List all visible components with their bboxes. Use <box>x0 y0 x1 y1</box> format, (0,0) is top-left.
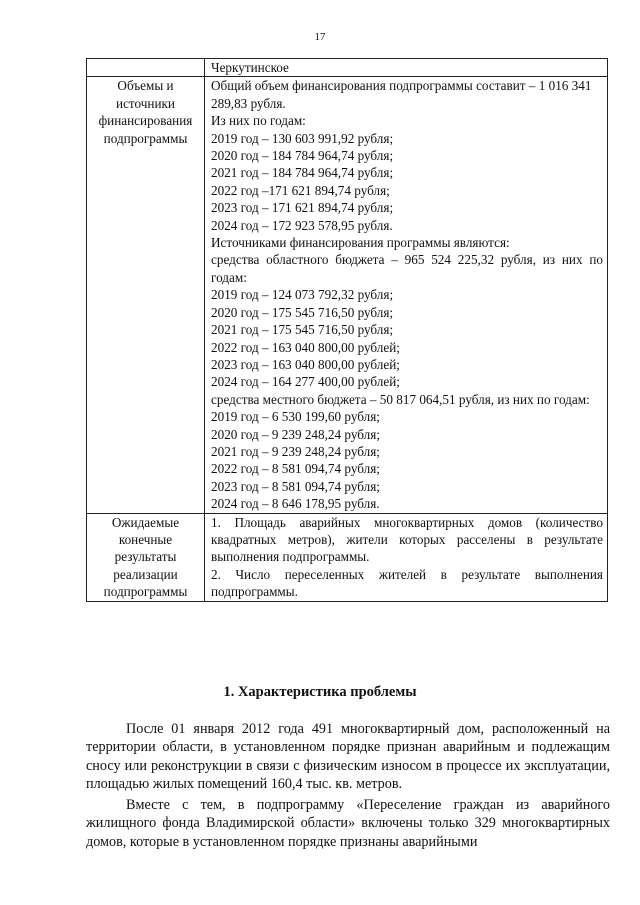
list-item: 2019 год – 6 530 199,60 рубля; <box>211 409 380 425</box>
list-item: 2022 год – 163 040 800,00 рублей; <box>211 339 400 355</box>
funding-label-cell: Объемы и источники финансирования подпрограммы <box>87 77 205 513</box>
results-value-cell <box>205 513 608 601</box>
local-budget-text: средства местного бюджета – 50 817 064,51 рубля, из них по годам: <box>211 391 590 407</box>
funding-by-years-label: Из них по годам: <box>211 113 306 129</box>
table-row <box>87 513 608 601</box>
list-item: 2022 год – 8 581 094,74 рубля; <box>211 461 380 477</box>
table-row <box>87 77 608 513</box>
list-item: 2024 год – 8 646 178,95 рубля. <box>211 496 380 512</box>
header-value-cell: Черкутинское <box>205 59 608 77</box>
list-item: 2022 год –171 621 894,74 рубля; <box>211 182 390 198</box>
list-item: 2020 год – 175 545 716,50 рубля; <box>211 304 394 320</box>
regional-budget-text: средства областного бюджета – 965 524 225,32 рубля, из них по годам: <box>211 252 603 285</box>
header-label-cell <box>87 59 205 77</box>
list-item: 2019 год – 130 603 991,92 рубля; <box>211 130 394 146</box>
paragraph: Вместе с тем, в подпрограмму «Переселение граждан из аварийного жилищного фонда Владимирской области» включены только 329 многоквартирных домов, которые в установленном порядке признаны аварийными <box>86 797 610 850</box>
list-item: 2023 год – 163 040 800,00 рублей; <box>211 356 400 372</box>
results-label-cell: Ожидаемые конечные результаты реализации подпрограммы <box>87 513 205 601</box>
list-item: 2020 год – 184 784 964,74 рубля; <box>211 148 394 164</box>
funding-sources-label: Источниками финансирования программы являются: <box>211 235 510 251</box>
section-body <box>86 720 610 854</box>
list-item: 2021 год – 9 239 248,24 рубля; <box>211 443 380 459</box>
table-row <box>87 59 608 77</box>
funding-total: Общий объем финансирования подпрограммы составит – 1 016 341 289,83 рубля. <box>211 78 592 111</box>
paragraph: После 01 января 2012 года 491 многоквартирный дом, расположенный на территории области, в установленном порядке признан аварийным и подлежащим сносу или реконструкции в связи с физическим износом в процессе их эксплуатации, площадью жилых помещений 160,4 тыс. кв. метров. <box>86 721 610 792</box>
list-item: 2023 год – 171 621 894,74 рубля; <box>211 200 394 216</box>
list-item: 2024 год – 164 277 400,00 рублей; <box>211 374 400 390</box>
list-item: 2021 год – 184 784 964,74 рубля; <box>211 165 394 181</box>
list-item: 2019 год – 124 073 792,32 рубля; <box>211 287 394 303</box>
list-item: 2023 год – 8 581 094,74 рубля; <box>211 478 380 494</box>
section-title: 1. Характеристика проблемы <box>223 684 417 700</box>
list-item: 2020 год – 9 239 248,24 рубля; <box>211 426 380 442</box>
result-item-2: 2. Число переселенных жителей в результате выполнения подпрограммы. <box>211 566 603 600</box>
page-number: 17 <box>314 31 326 43</box>
list-item: 2021 год – 175 545 716,50 рубля; <box>211 322 394 338</box>
list-item: 2024 год – 172 923 578,95 рубля. <box>211 217 393 233</box>
result-item-1: 1. Площадь аварийных многоквартирных домов (количество квадратных метров), жители которых расселены в результате выполнения подпрограммы. <box>211 514 603 565</box>
funding-value-cell <box>205 77 608 513</box>
subprogram-passport-table <box>86 58 608 602</box>
